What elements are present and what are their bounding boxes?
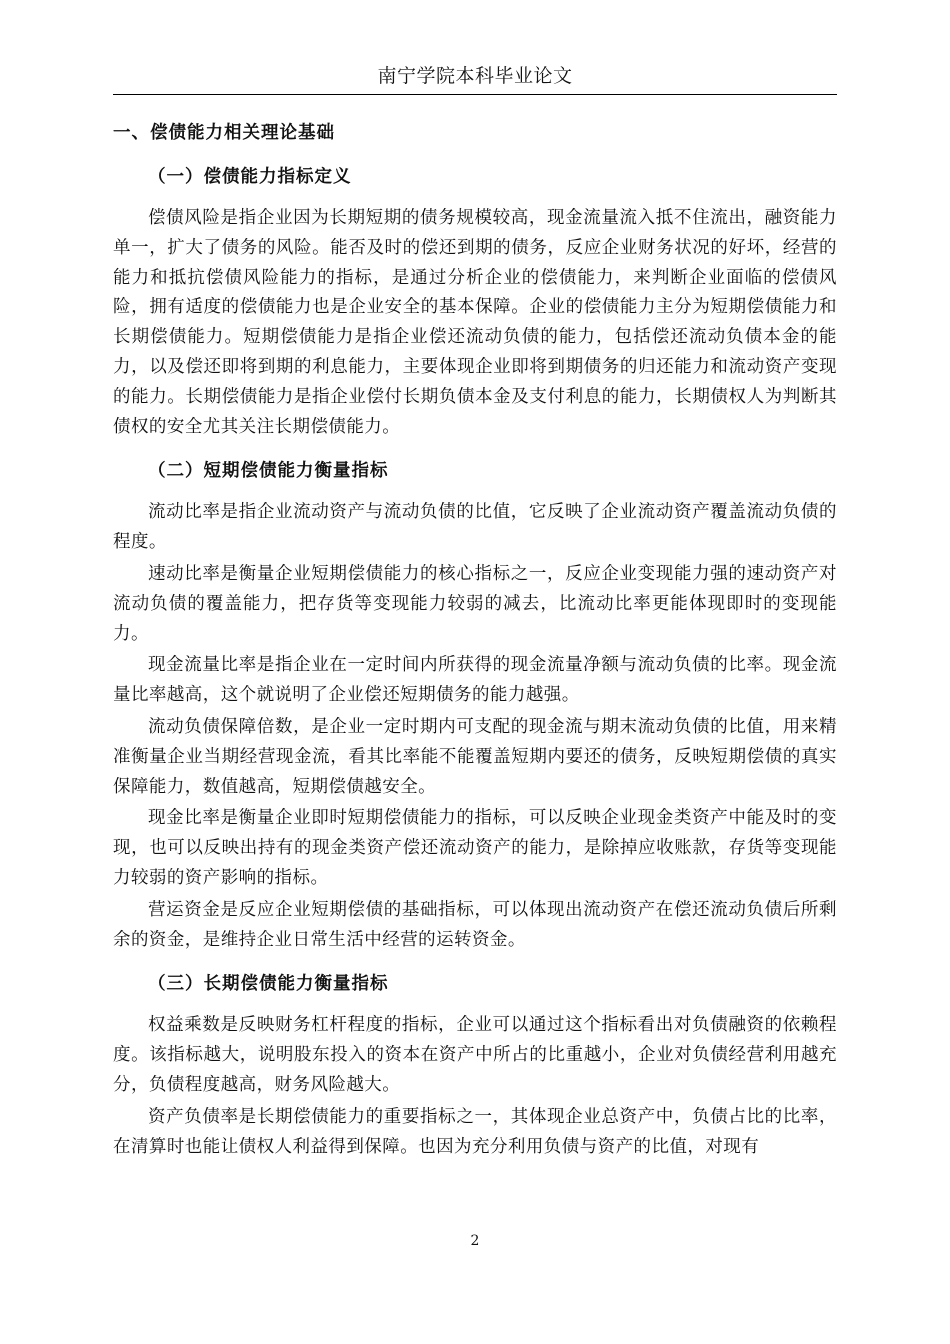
body-paragraph: 资产负债率是长期偿债能力的重要指标之一，其体现企业总资产中，负债占比的比率，在清算时也能让债权人利益得到保障。也因为充分利用负债与资产的比值，对现有 xyxy=(113,1106,837,1157)
subsection-heading-3: （三）长期偿债能力衡量指标 xyxy=(148,974,389,995)
header-divider xyxy=(113,94,837,95)
subsection-heading-1: （一）偿债能力指标定义 xyxy=(148,167,352,187)
body-paragraph: 现金比率是衡量企业即时短期偿债能力的指标，可以反映企业现金类资产中能及时的变现，也可以反映出持有的现金类资产偿还流动资产的能力，是除掉应收账款，存货等变现能力较弱的资产影响的指标。 xyxy=(113,808,837,888)
body-paragraph: 流动负债保障倍数，是企业一定时期内可支配的现金流与期末流动负债的比值，用来精准衡量企业当期经营现金流，看其比率能不能覆盖短期内要还的债务，反映短期偿债的真实保障能力，数值越高，短期偿债越安全。 xyxy=(113,716,837,797)
body-paragraph: 流动比率是指企业流动资产与流动负债的比值，它反映了企业流动资产覆盖流动负债的程度。 xyxy=(113,502,837,553)
document-body xyxy=(113,118,837,1164)
body-paragraph: 现金流量比率是指企业在一定时间内所获得的现金流量净额与流动负债的比率。现金流量比率越高，这个就说明了企业偿还短期债务的能力越强。 xyxy=(113,655,837,706)
body-paragraph: 权益乘数是反映财务杠杆程度的指标，企业可以通过这个指标看出对负债融资的依赖程度。该指标越大，说明股东投入的资本在资产中所占的比重越小，企业对负债经营利用越充分，负债程度越高，财务风险越大。 xyxy=(113,1015,837,1095)
page-header: 南宁学院本科毕业论文 xyxy=(377,65,573,87)
body-paragraph: 营运资金是反应企业短期偿债的基础指标，可以体现出流动资产在偿还流动负债后所剩余的资金，是维持企业日常生活中经营的运转资金。 xyxy=(113,899,837,950)
body-paragraph: 偿债风险是指企业因为长期短期的债务规模较高，现金流量流入抵不住流出，融资能力单一，扩大了债务的风险。能否及时的偿还到期的债务，反应企业财务状况的好坏，经营的能力和抵抗偿债风险能力的指标，是通过分析企业的偿债能力，来判断企业面临的偿债风险，拥有适度的偿债能力也是企业安全的基本保障。企业的偿债能力主分为短期偿债能力和长期偿债能力。短期偿债能力是指企业偿还流动负债的能力，包括偿还流动负债本金的能力，以及偿还即将到期的利息能力，主要体现企业即将到期债务的归还能力和流动资产变现的能力。长期偿债能力是指企业偿付长期负债本金及支付利息的能力，长期债权人为判断其债权的安全尤其关注长期偿债能力。 xyxy=(113,208,837,437)
page-number: 2 xyxy=(470,1233,480,1249)
section-heading-1: 一、偿债能力相关理论基础 xyxy=(113,123,335,143)
subsection-heading-2: （二）短期偿债能力衡量指标 xyxy=(148,461,389,482)
body-paragraph: 速动比率是衡量企业短期偿债能力的核心指标之一，反应企业变现能力强的速动资产对流动负债的覆盖能力，把存货等变现能力较弱的减去，比流动比率更能体现即时的变现能力。 xyxy=(113,563,837,644)
